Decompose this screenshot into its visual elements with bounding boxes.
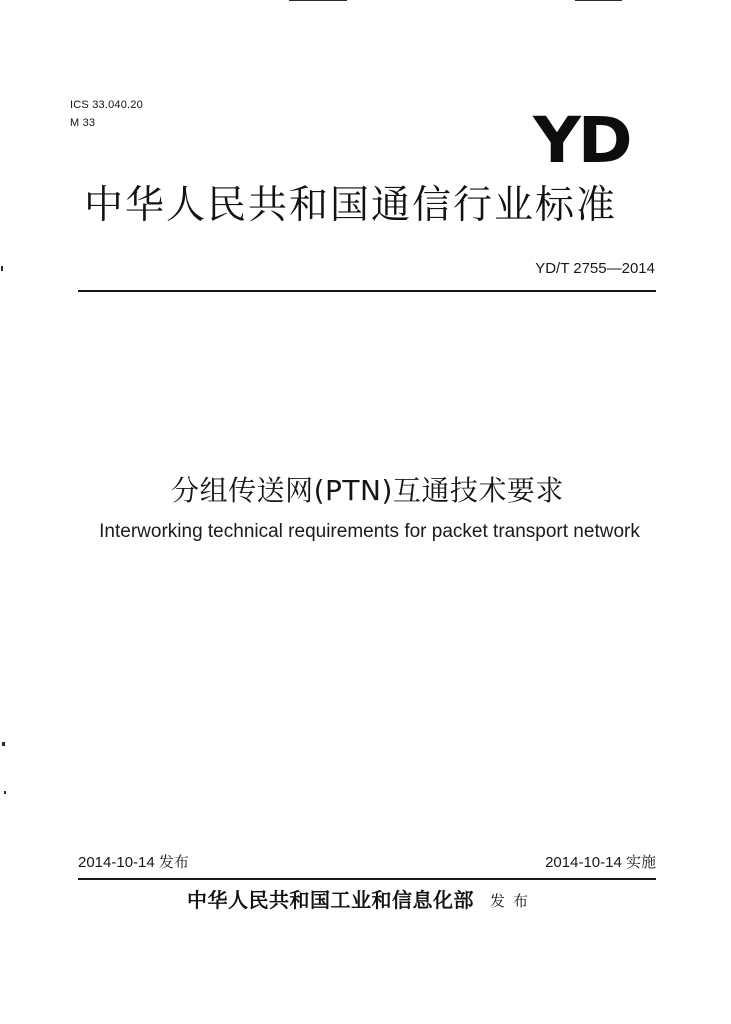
ics-code: ICS 33.040.20 [70, 99, 143, 111]
footer-divider [78, 878, 656, 880]
scan-edge-mark [575, 0, 622, 1]
publish-date: 2014-10-14 发布 [78, 854, 189, 871]
standard-number: YD/T 2755—2014 [535, 260, 655, 277]
issuing-authority [0, 884, 731, 917]
implement-date: 2014-10-14 实施 [545, 854, 656, 871]
header-divider [78, 290, 656, 292]
issuer-action: 发布 [489, 892, 536, 910]
document-title-en: Interworking technical requirements for packet transport network [99, 521, 640, 542]
scan-edge-mark [4, 791, 6, 794]
category-code: M 33 [70, 117, 96, 129]
scan-edge-mark [2, 742, 5, 746]
issuer-name: 中华人民共和国工业和信息化部 [186, 888, 474, 912]
yd-logo: YD [533, 104, 630, 177]
classification-codes [70, 96, 143, 132]
document-title-zh: 分组传送网(PTN)互通技术要求 [171, 474, 564, 507]
scan-edge-mark [289, 0, 347, 1]
standard-type-title: 中华人民共和国通信行业标准 [84, 183, 618, 228]
scan-edge-mark [1, 266, 3, 271]
